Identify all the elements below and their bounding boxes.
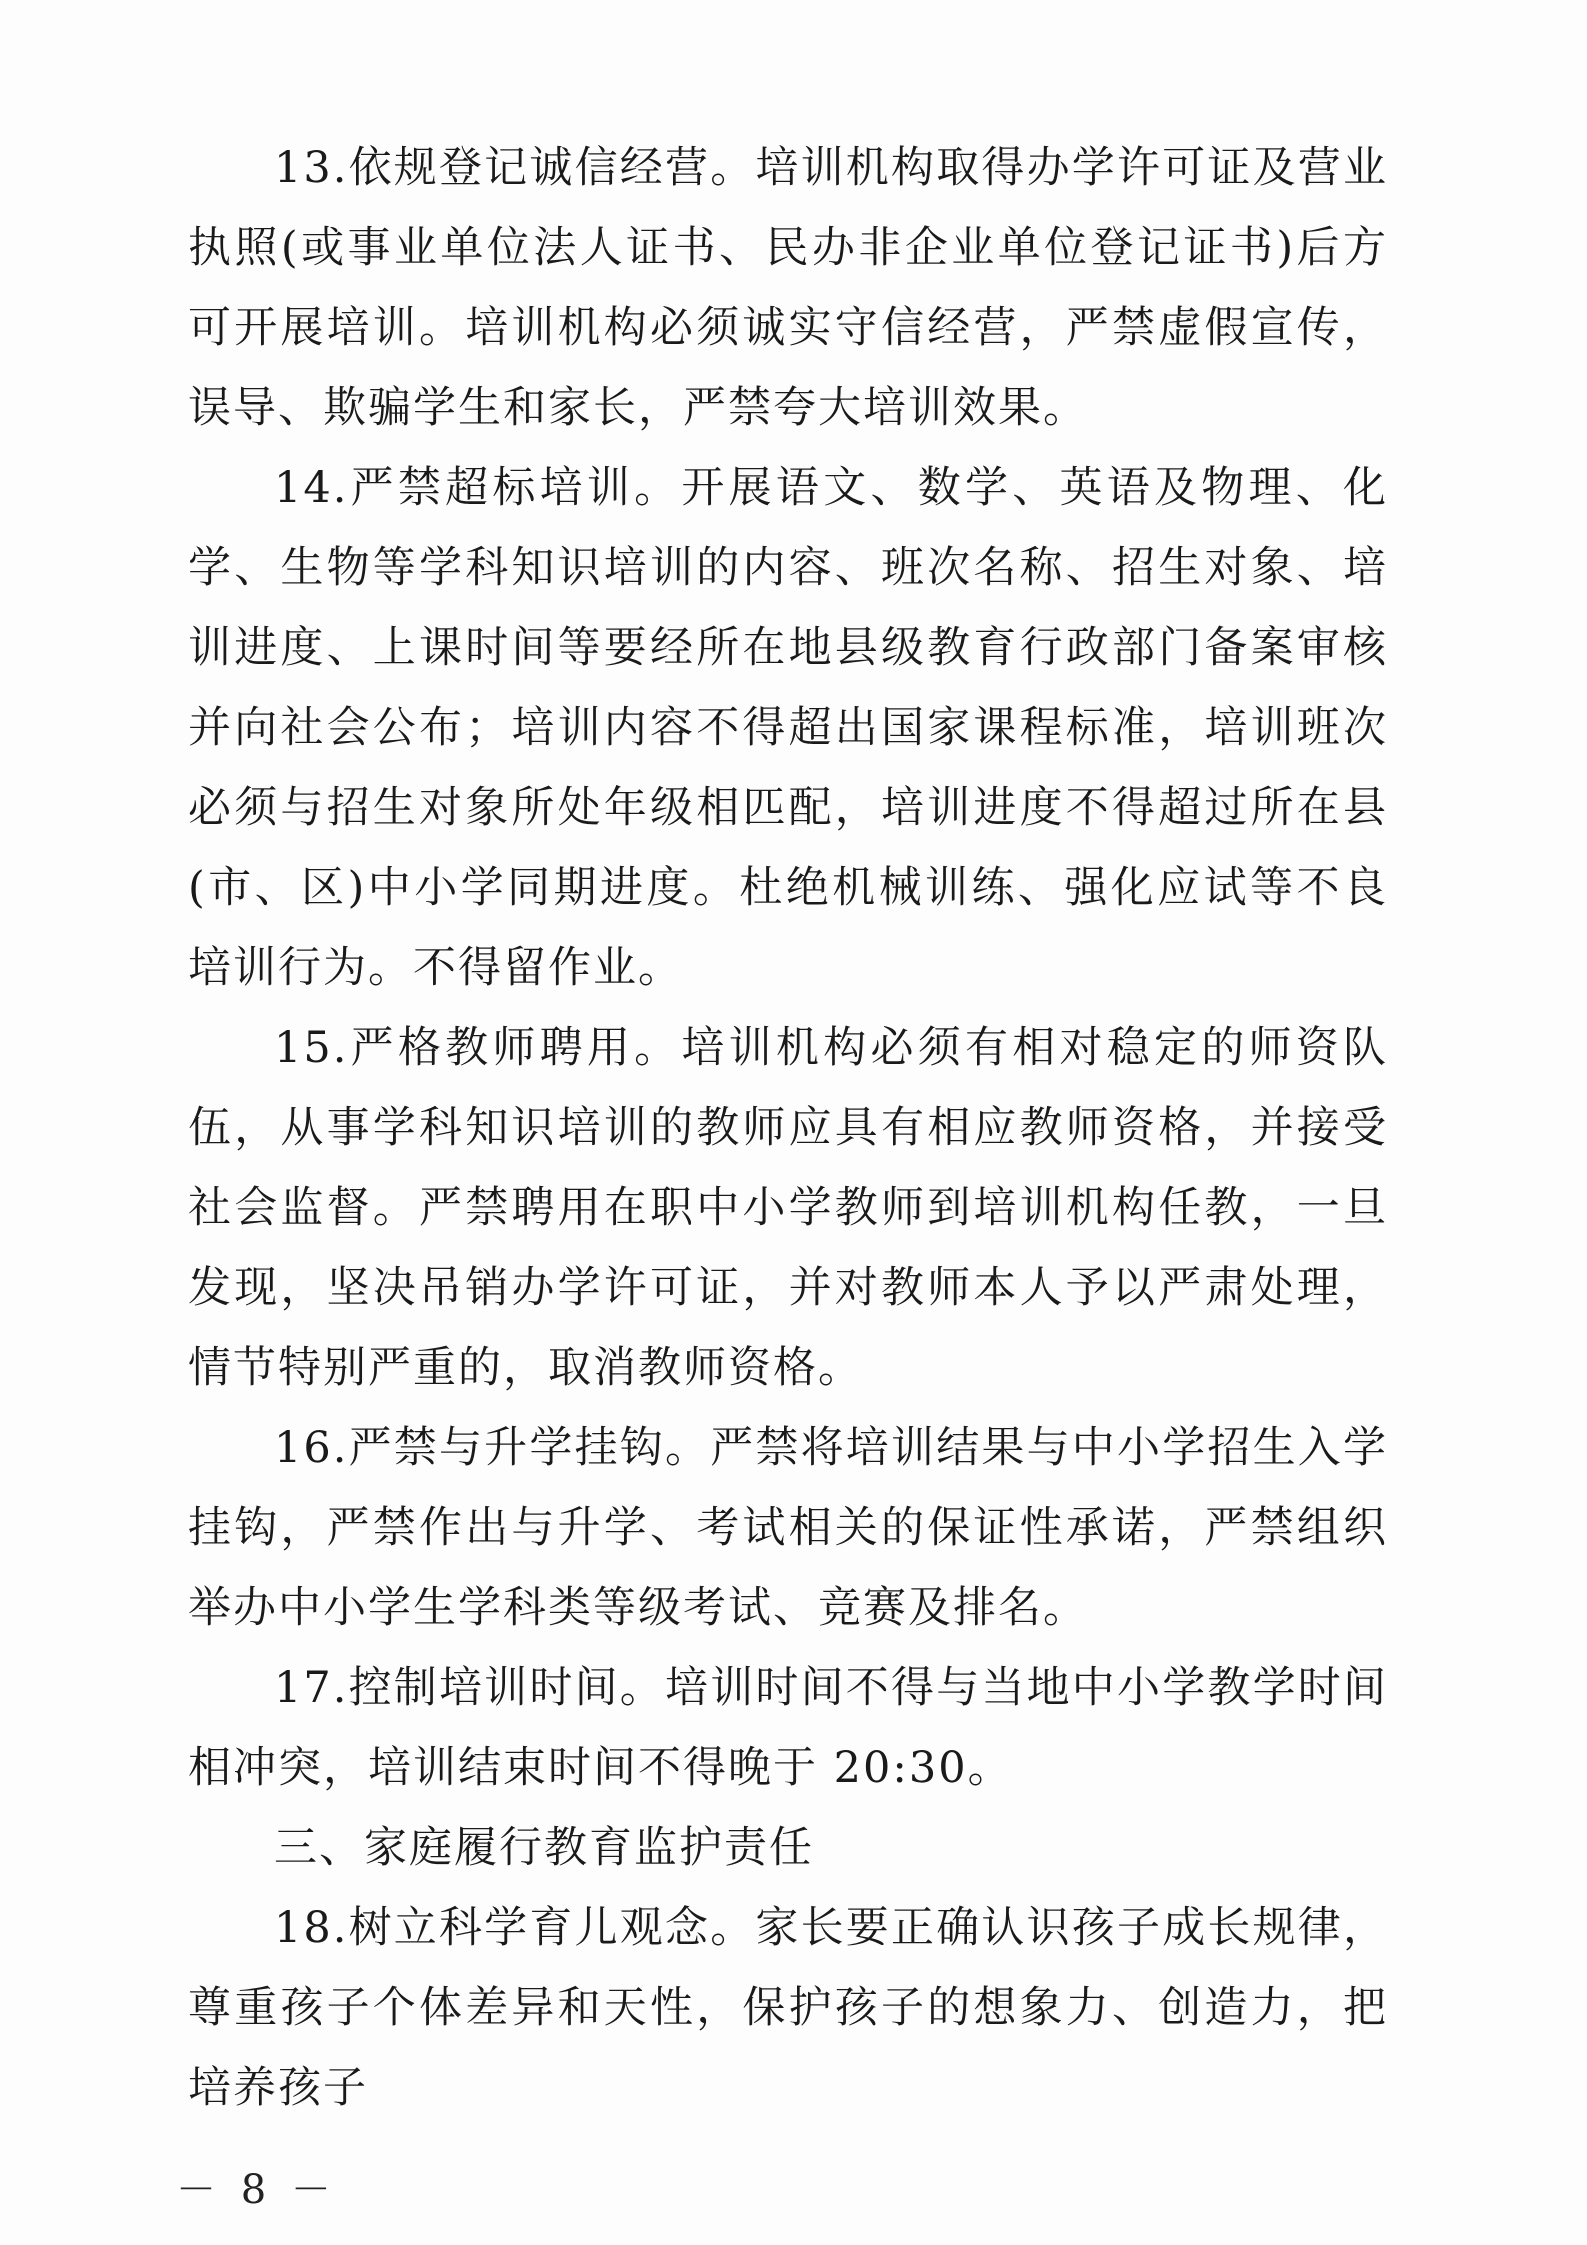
paragraph-13: 13.依规登记诚信经营。培训机构取得办学许可证及营业执照(或事业单位法人证书、民办非企业单位登记证书)后方可开展培训。培训机构必须诚实守信经营，严禁虚假宣传，误导、欺骗学生和家长，严禁夸大培训效果。 bbox=[188, 143, 1388, 433]
paragraph-17: 17.控制培训时间。培训时间不得与当地中小学教学时间相冲突，培训结束时间不得晚于 20:30。 bbox=[188, 1663, 1388, 1793]
paragraph-18: 18.树立科学育儿观念。家长要正确认识孩子成长规律，尊重孩子个体差异和天性，保护孩子的想象力、创造力，把培养孩子 bbox=[188, 1903, 1388, 2113]
paragraph-15: 15.严格教师聘用。培训机构必须有相对稳定的师资队伍，从事学科知识培训的教师应具有相应教师资格，并接受社会监督。严禁聘用在职中小学教师到培训机构任教，一旦发现，坚决吊销办学许可证，并对教师本人予以严肃处理，情节特别严重的，取消教师资格。 bbox=[188, 1023, 1388, 1393]
paragraph-14: 14.严禁超标培训。开展语文、数学、英语及物理、化学、生物等学科知识培训的内容、班次名称、招生对象、培训进度、上课时间等要经所在地县级教育行政部门备案审核并向社会公布；培训内容不得超出国家课程标准，培训班次必须与招生对象所处年级相匹配，培训进度不得超过所在县(市、区)中小学同期进度。杜绝机械训练、强化应试等不良培训行为。不得留作业。 bbox=[188, 463, 1388, 993]
document-body bbox=[188, 128, 1388, 2128]
section-heading: 三、家庭履行教育监护责任 bbox=[274, 1823, 814, 1873]
paragraph-16: 16.严禁与升学挂钩。严禁将培训结果与中小学招生入学挂钩，严禁作出与升学、考试相关的保证性承诺，严禁组织举办中小学生学科类等级考试、竞赛及排名。 bbox=[188, 1423, 1388, 1633]
page-number: － 8 － bbox=[176, 2167, 337, 2213]
